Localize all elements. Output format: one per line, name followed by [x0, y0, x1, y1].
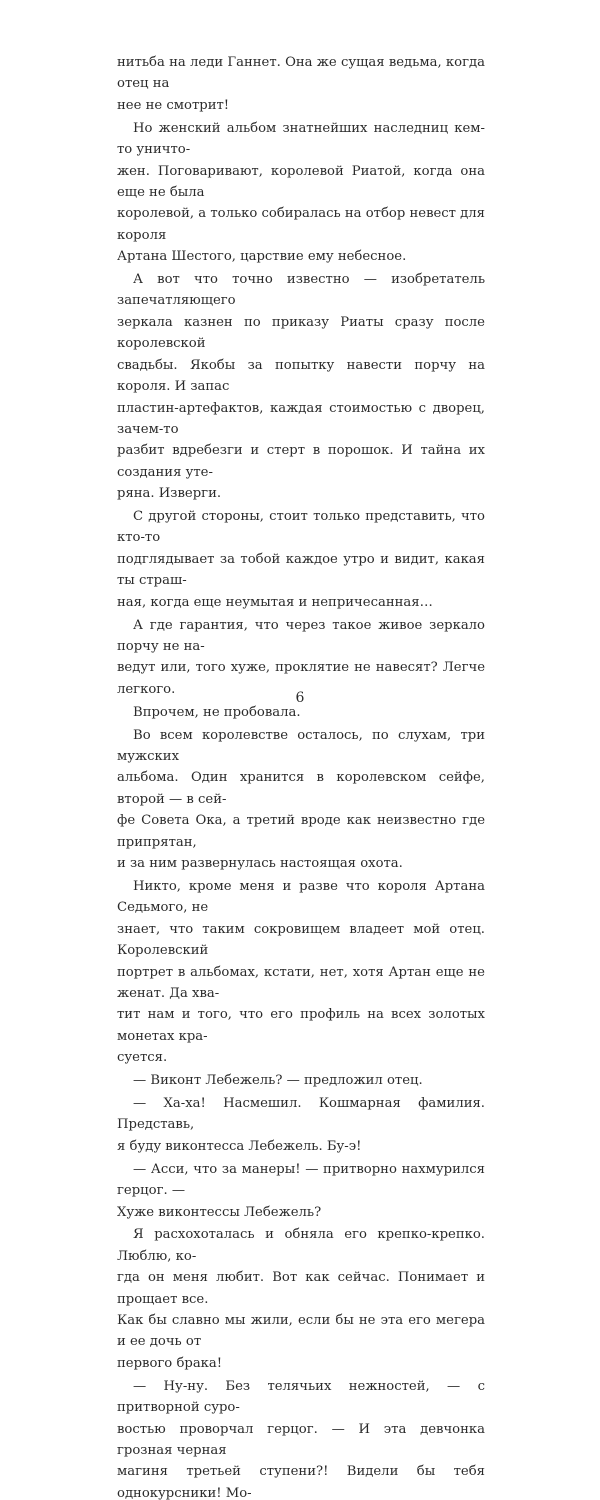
paragraph-2: Но женский альбом знатнейших наследниц кем-то уничто- жен. Поговаривают, королевой Риатой, когда она еще не была королевой, а только собиралась на отбор невест для короля Артана Шестого, царствие ему небесное.: [117, 120, 485, 265]
paragraph-7: Во всем королевстве осталось, по слухам, три мужских альбома. Один хранится в королевском сейфе, второй — в сей- фе Совета Ока, а третий вроде как неизвестно где припрятан, и за ним развернулась настоящая охота.: [117, 727, 485, 872]
paragraph-6: Впрочем, не пробовала.: [133, 704, 301, 720]
paragraph-4: С другой стороны, стоит только представить, что кто-то подглядывает за тобой каждое утро и видит, какая ты страш- ная, когда еще неумытая и непричесанная…: [117, 509, 485, 610]
body-text: [117, 52, 485, 1500]
paragraph-8: Никто, кроме меня и разве что короля Артана Седьмого, не знает, что таким сокровищем владеет мой отец. Королевский портрет в альбомах, кстати, нет, хотя Артан еще не женат. Да хва- тит нам и того, что его профиль на всех золотых монетах кра- суется.: [117, 878, 485, 1066]
paragraph-13: — Ну-ну. Без телячьих нежностей, — с притворной суро- востью проворчал герцог. — И эта девчонка грозная черная магиня третьей ступени?! Видели бы тебя однокурсники! Мо-: [117, 1378, 485, 1500]
paragraph-9: — Виконт Лебежель? — предложил отец.: [133, 1073, 423, 1089]
paragraph-1: нитьба на леди Ганнет. Она же сущая ведьма, когда отец на нее не смотрит!: [117, 55, 485, 113]
paragraph-5: А где гарантия, что через такое живое зеркало порчу не на- ведут или, того хуже, проклятие не навесят? Легче легкого.: [117, 617, 485, 697]
paragraph-10: — Ха-ха! Насмешил. Кошмарная фамилия. Представь, я буду виконтесса Лебежель. Бу-э!: [117, 1096, 485, 1154]
paragraph-3: А вот что точно известно — изобретатель запечатляющего зеркала казнен по приказу Риаты сразу после королевской свадьбы. Якобы за попытку навести порчу на короля. И запас пластин-артефактов, каждая стоимостью с дворец, зачем-то разбит вдребезги и стерт в порошок. И тайна их создания уте- ряна. Изверги.: [117, 272, 485, 502]
paragraph-12: Я расхохоталась и обняла его крепко-крепко. Люблю, ко- гда он меня любит. Вот как сейчас. Понимает и прощает все. Как бы славно мы жили, если бы не эта его мегера и ее дочь от первого брака!: [117, 1227, 485, 1371]
page-number: 6: [295, 690, 305, 706]
paragraph-11: — Асси, что за манеры! — притворно нахмурился герцог. — Хуже виконтессы Лебежель?: [117, 1161, 485, 1220]
